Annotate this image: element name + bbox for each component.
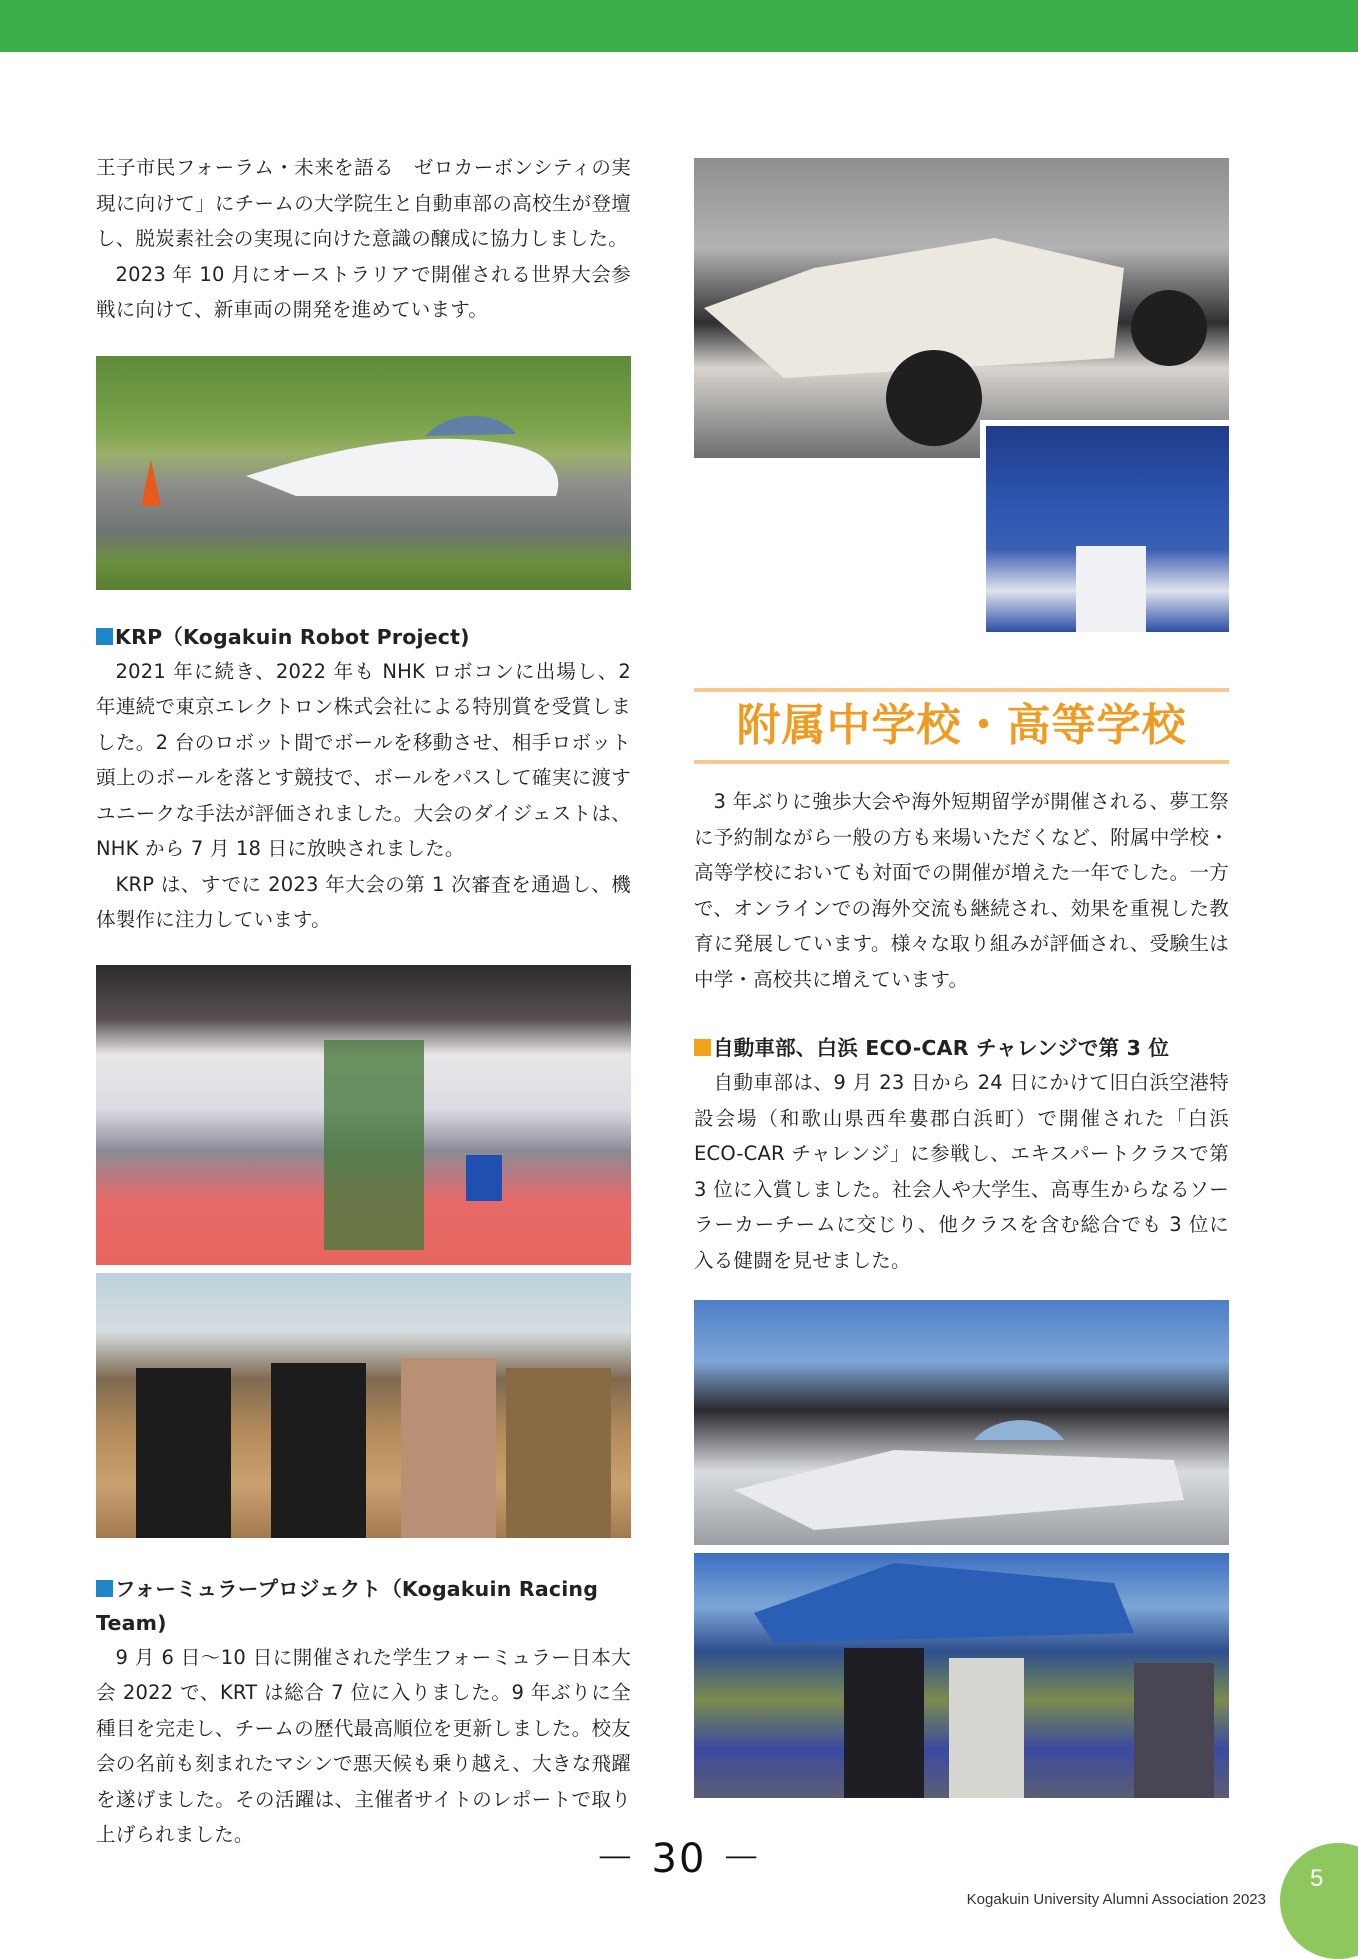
- event-tent-illustration: [694, 1553, 1229, 1798]
- heading-rule-top: [694, 688, 1229, 692]
- page-number: － 30 －: [594, 1836, 764, 1882]
- right-column: [694, 158, 1229, 1798]
- school-heading: 附属中学校・高等学校: [736, 700, 1187, 751]
- pit-crew-illustration: [986, 426, 1229, 632]
- intro-paragraph-2: 2023 年 10 月にオーストラリアで開催される世界大会参戦に向けて、新車両の開発を進めています。: [96, 262, 631, 321]
- section-square-icon: [96, 1580, 113, 1597]
- heading-rule-bottom: [694, 760, 1229, 764]
- krp-paragraph-2: KRP は、すでに 2023 年大会の第 1 次審査を通過し、機体製作に注力しています。: [96, 872, 631, 931]
- team-members-illustration: [96, 1273, 631, 1538]
- eco-event-photo: [694, 1553, 1229, 1798]
- eco-section-title: 自動車部、白浜 ECO-CAR チャレンジで第 3 位: [713, 1036, 1170, 1060]
- left-column: [96, 150, 631, 1853]
- section-square-icon: [694, 1039, 711, 1056]
- robot-team-photo: [96, 1273, 631, 1538]
- formula-section-title: フォーミュラープロジェクト（Kogakuin Racing Team): [96, 1576, 599, 1635]
- page-badge-number: 5: [1310, 1865, 1324, 1892]
- formula-paragraph-1: 9 月 6 日〜10 日に開催された学生フォーミュラー日本大会 2022 で、KRT は総合 7 位に入りました。9 年ぶりに全種目を完走し、チームの歴代最高順位を更新しました。校友会の名前も刻まれたマシンで悪天候も乗り越え、大きな飛躍を遂げました。その活躍は、主催者サイトのレポートで取り上げられました。: [96, 1645, 631, 1846]
- publication-footer: Kogakuin University Alumni Association 2023: [966, 1891, 1266, 1908]
- krp-section-title: KRP（Kogakuin Robot Project): [115, 624, 470, 649]
- formula-car-photo: [694, 158, 1229, 458]
- solar-car-photo: [96, 356, 631, 590]
- intro-paragraph-1: 王子市民フォーラム・未来を語る ゼロカーボンシティの実現に向けて」にチームの大学院生と自動車部の高校生が登壇し、脱炭素社会の実現に向けた意識の醸成に協力しました。: [96, 156, 631, 250]
- robocon-photo: [96, 965, 631, 1265]
- eco-car-illustration: [694, 1300, 1229, 1545]
- formula-team-photo: [980, 420, 1229, 632]
- top-color-bar: [0, 0, 1358, 52]
- eco-paragraph-1: 自動車部は、9 月 23 日から 24 日にかけて旧白浜空港特設会場（和歌山県西牟婁郡白浜町）で開催された「白浜 ECO-CAR チャレンジ」に参戦し、エキスパートクラスで第 3 位に入賞しました。社会人や大学生、高専生からなるソーラーカーチームに交じり、他クラスを含む総合でも 3 位に入る健闘を見せました。: [694, 1071, 1229, 1272]
- section-square-icon: [96, 628, 113, 645]
- school-heading-band: [694, 688, 1229, 764]
- eco-car-team-photo: [694, 1300, 1229, 1545]
- formula-car-illustration: [694, 158, 1229, 458]
- robot-illustration: [96, 965, 631, 1265]
- krp-paragraph-1: 2021 年に続き、2022 年も NHK ロボコンに出場し、2 年連続で東京エレクトロン株式会社による特別賞を受賞しました。2 台のロボット間でボールを移動させ、相手ロボット頭上のボールを落とす競技で、ボールをパスして確実に渡すユニークな手法が評価されました。大会のダイジェストは、NHK から 7 月 18 日に放映されました。: [96, 659, 631, 860]
- solar-car-illustration: [96, 356, 631, 590]
- school-intro-paragraph: 3 年ぶりに強歩大会や海外短期留学が開催される、夢工祭に予約制ながら一般の方も来場いただくなど、附属中学校・高等学校においても対面での開催が増えた一年でした。一方で、オンラインでの海外交流も継続され、効果を重視した教育に発展しています。様々な取り組みが評価され、受験生は中学・高校共に増えています。: [694, 790, 1229, 991]
